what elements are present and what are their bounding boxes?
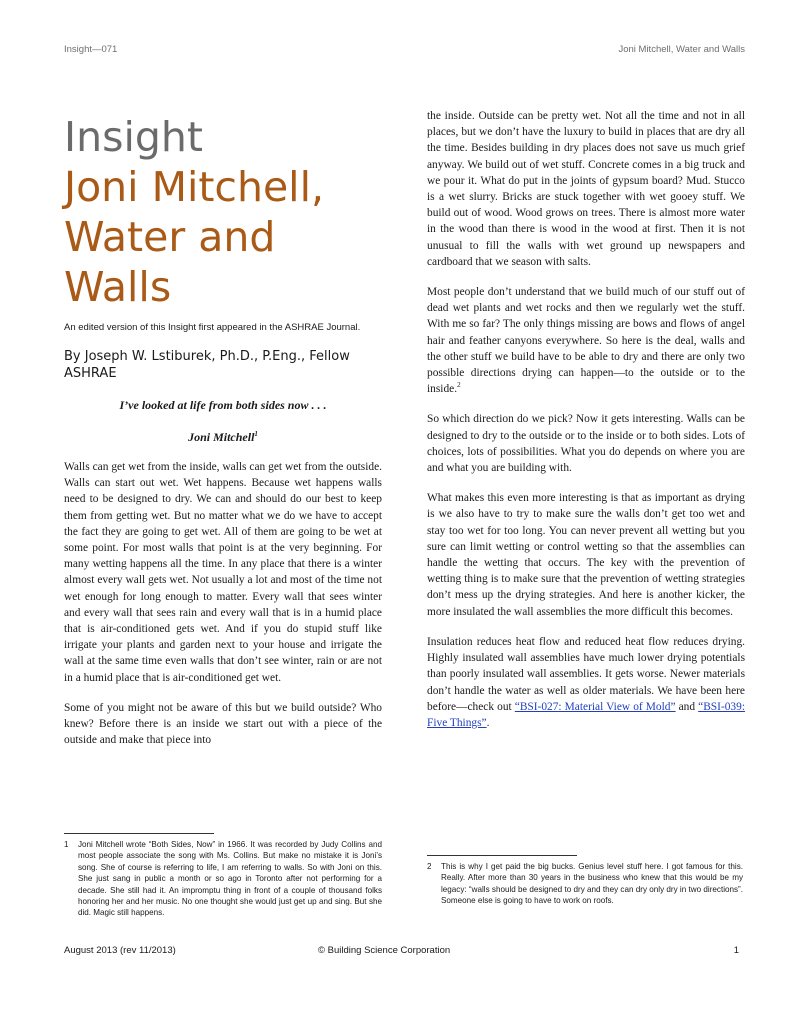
body-paragraph: Some of you might not be aware of this but we build outside? Who knew? Before there is an inside we start out with a piece of the outside and make that piece into — [64, 701, 382, 747]
body-paragraph — [427, 634, 745, 731]
footnote-2 — [427, 861, 743, 907]
body-paragraph: What makes this even more interesting is that as important as drying is we also have to try to make sure the walls don’t get too wet and stay too wet for too long. You can never prevent all wetting but you sure can limit wetting or control wetting so that the assemblies can handle the wetting that occurs. The key with the prevention of wetting thing is to make sure that the prevention of wetting strategies don’t mess up the drying strategies. And here is another kicker, the more insulated the wall assemblies the more difficult this becomes. — [427, 492, 745, 618]
page-number: 1 — [733, 945, 739, 956]
body-paragraph: So which direction do we pick? Now it gets interesting. Walls can be designed to dry to the outside or to the inside or to both sides. Lots of choices, lots of possibilities. What you do depends on where you are and what you are building with. — [427, 413, 745, 475]
running-header-left: Insight—071 — [64, 44, 118, 55]
footer-copyright: © Building Science Corporation — [318, 945, 451, 956]
footnote-number: 1 — [64, 840, 69, 849]
paragraph-text: Most people don’t understand that we build much of our stuff out of dead wet plants and wet rocks and then we regularly wet the stuff. With me so far? The only things missing are bows and flows of angel hair and feather canyons everywhere. So here is the deal, walls and the other stuff we build have to be able to dry and there are only two possible directions drying can happen—to the outside or to the inside. — [427, 286, 745, 396]
link-bsi-027[interactable]: “BSI-027: Material View of Mold” — [514, 700, 676, 713]
title-series: Insight — [64, 113, 203, 161]
footnote-ref[interactable]: 1 — [254, 430, 258, 438]
paragraph-text: Insulation reduces heat flow and reduced heat flow reduces drying. Highly insulated wall assemblies have much lower drying potentials than poorly insulated wall assemblies. It gets worse. Newer materials don’t handle the water as well as older materials. We have been here before—check out — [427, 635, 745, 713]
body-paragraph — [427, 284, 745, 397]
footnote-ref[interactable]: 2 — [457, 381, 461, 390]
title-main — [64, 162, 382, 312]
footnote-1 — [64, 839, 382, 919]
body-paragraph: the inside. Outside can be pretty wet. Not all the time and not in all places, but we don’t have the luxury to build in places that are dry all the time. Besides building in dry places does not save us much grief anyway. We build out of wet stuff. Concrete comes in a big truck and we pour it. What do put in the joints of gypsum board? Mud. Stucco is a wet slurry. Bricks are stuck together with wet gooey stuff. We build out of wood. Wood grows on trees. There is almost more water in the wood than there is wood in the wood at first. Then it is not unusual to fill the walls with wet ground up newspapers and cardboard that we season with salts. — [427, 110, 745, 268]
epigraph-author: Joni Mitchell — [188, 430, 255, 444]
epigraph-attribution — [64, 430, 382, 445]
link-bsi-039[interactable]: “BSI-039: Five Things” — [427, 700, 745, 729]
paragraph-text: and — [675, 700, 699, 713]
body-paragraph: Walls can get wet from the inside, walls can get wet from the outside. Walls can start out wet. Wet happens. Because wet happens walls need to be designed to dry. We can and should do our best to keep them from getting wet. But no matter what we do we have to accept the fact they are going to get wet. All of them are going to be wet at some point. For most walls that point is at the very beginning. For many wetting happens all the time. In any place that there is a winter almost every wall gets wet. Not usually a lot and most of the time not wet enough for long enough to matter. Every wall that sees winter and every wall that sees rain and every wall that is in a humid place that is air-conditioned gets wet. And if you do stupid stuff like irrigate your plants and garden next to your house and irrigate the wall at the same time even walls that don’t see winter, rain or are not in a humid place that is air-conditioned get wet. — [64, 461, 382, 684]
right-column — [427, 108, 745, 745]
title-line: Joni Mitchell, — [64, 163, 324, 211]
footnote-divider — [427, 855, 577, 856]
paragraph-text: . — [486, 716, 490, 729]
footnote-text: Joni Mitchell wrote “Both Sides, Now” in 1966. It was recorded by Judy Collins and most people associate the song with Ms. Collins. But make no mistake it is Joni’s song. She of course is referring to life, I am referring to walls. So with Joni on this. She just sang in public a month or so ago in Toronto after not performing for a decade. She still had it. An impromptu thing in front of a couple of thousand folks honoring her and her music. No one thought she would just get up and sing. But she did. Magic still happens. — [78, 840, 382, 918]
running-header-right: Joni Mitchell, Water and Walls — [618, 44, 745, 55]
footer-date: August 2013 (rev 11/2013) — [64, 945, 176, 956]
left-column — [64, 112, 382, 762]
author-byline: By Joseph W. Lstiburek, Ph.D., P.Eng., Fellow ASHRAE — [64, 349, 350, 381]
epigraph-quote: I’ve looked at life from both sides now . . . — [119, 398, 327, 412]
title-line: Walls — [64, 263, 172, 311]
title-line: Water and — [64, 213, 276, 261]
footnote-number: 2 — [427, 862, 432, 871]
footnote-text: This is why I get paid the big bucks. Genius level stuff here. I got famous for this. Really. After more than 30 years in the business who knew that this would be my legacy: “walls should be designed to dry and they can dry only dry in two directions”. Someone else is going to have to work on roofs. — [441, 862, 743, 906]
footnote-divider — [64, 833, 214, 834]
publication-note: An edited version of this Insight first appeared in the ASHRAE Journal. — [64, 322, 361, 333]
